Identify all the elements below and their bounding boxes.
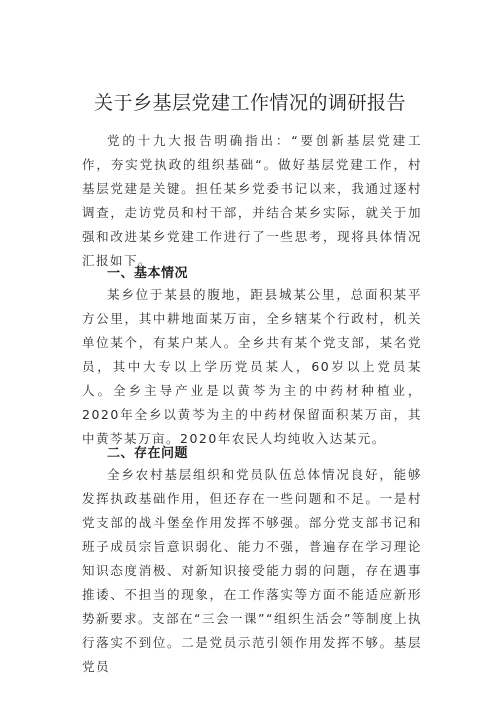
basic-info-paragraph: 某乡位于某县的腹地，距县城某公里，总面积某平方公里，其中耕地面某万亩，全乡辖某个行政村，机关单位某个，有某户某人。全乡共有某个党支部，某名党员，其中大专以上学历党员某人，60岁以上党员某人。全乡主导产业是以黄芩为主的中药材种植业，2020年全乡以黄芩为主的中药材保留面积某万亩，其中黄芩某万亩。2020年农民人均纯收入达某元。 [82,287,422,446]
section-heading-problems: 二、存在问题 [107,446,189,461]
problems-paragraph: 全乡农村基层组织和党员队伍总体情况良好，能够发挥执政基础作用，但还存在一些问题和不足。一是村党支部的战斗堡垒作用发挥不够强。部分党支部书记和班子成员宗旨意识弱化、能力不强，普遍存在学习理论知识态度消极、对新知识接受能力弱的问题，存在遇事推诿、不担当的现象，在工作落实等方面不能适应新形势新要求。支部在“三会一课”“组织生活会”等制度上执行落实不到位。二是党员示范引领作用发挥不够。基层党员 [82,467,422,674]
section-heading-basic-info: 一、基本情况 [107,266,189,281]
intro-paragraph: 党的十九大报告明确指出：“要创新基层党建工作，夯实党执政的组织基础“。做好基层党建工作，村基层党建是关键。担任某乡党委书记以来，我通过逐村调查，走访党员和村干部，并结合某乡实际，就关于加强和改进某乡党建工作进行了一些思考，现将具体情况汇报如下。 [82,133,422,268]
document-title: 关于乡基层党建工作情况的调研报告 [93,92,406,114]
